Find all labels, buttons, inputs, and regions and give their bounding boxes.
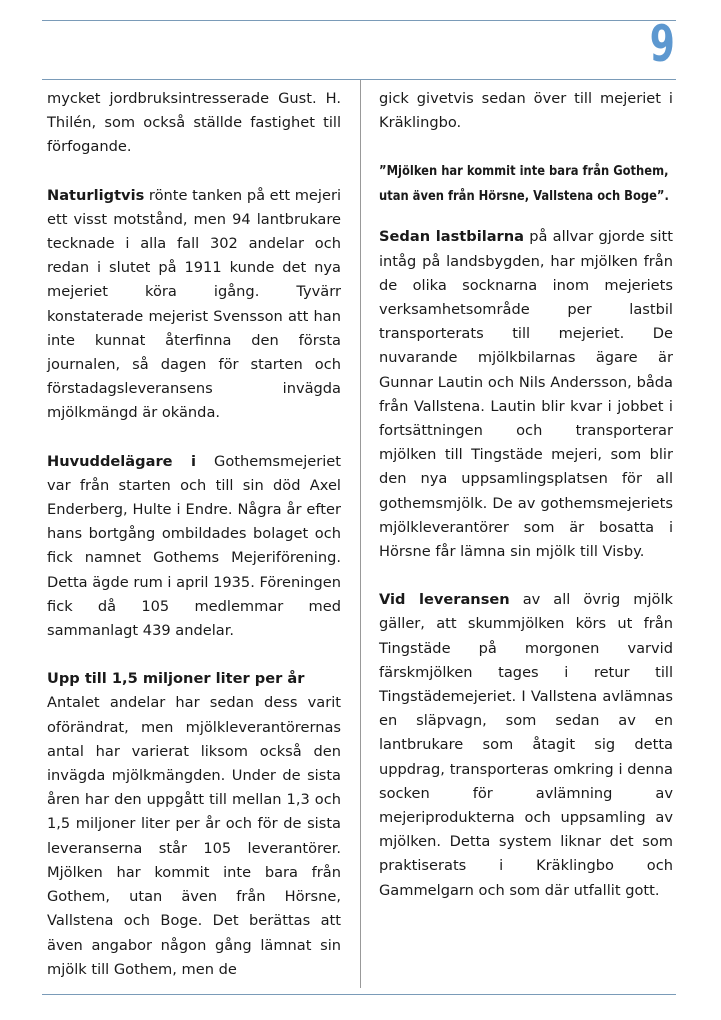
paragraph-text: av all övrig mjölk gäller, att skummjölken körs ut från Tingstäde på morgonen varvid färskmjölken tages i retur till Tingstädemejeriet. I Vallstena avlämnas en släpvagn, som sedan av en lantbrukare som åtagit sig detta uppdrag, transporteras omkring i denna socken för avlämning av mejeriprodukterna och uppsamling av mjölken. Detta system liknar det som praktiserats i Kräklingbo och Gammelgarn och som där utfallit gott. xyxy=(379,591,673,899)
paragraph-huvuddelagare xyxy=(47,450,341,644)
left-column xyxy=(47,87,341,1006)
paragraph-volume xyxy=(47,667,341,982)
pull-quote: ”Mjölken har kommit inte bara från Gothem, utan även från Hörsne, Vallstena och Boge”. xyxy=(379,164,669,205)
paragraph-text: på allvar gjorde sitt intåg på landsbygden, har mjölken från de olika socknarna inom mejeriets verksamhetsområde per lastbil transporterats till mejeriet. De nuvarande mjölkbilarnas ägare är Gunnar Lautin och Nils Andersson, båda från Vallstena. Lautin blir kvar i jobbet i fortsättningen och transporterar mjölken till Tingstäde mejeri, som blir den nya uppsamlingsplatsen för all gothemsmjölk. De av gothemsmejeriets mjölkleverantörer som är bosatta i Hörsne får lämna sin mjölk till Visby. xyxy=(379,228,674,561)
paragraph-lead: Sedan lastbilarna xyxy=(379,228,524,246)
paragraph-text: Antalet andelar har sedan dess varit oförändrat, men mjölkleverantörernas antal har varierat liksom också den invägda mjölkmängden. Under de sista åren har den uppgått till mellan 1,3 och 1,5 miljoner liter per år och för de sista leveranserna står 105 leverantörer. Mjölken har kommit inte bara från Gothem, utan även från Hörsne, Vallstena och Boge. Det berättas att även angabor någon gång lämnat sin mjölk till Gothem, men de xyxy=(47,694,341,978)
column-divider xyxy=(360,80,361,988)
page-number: 9 xyxy=(649,15,675,73)
section-heading: Upp till 1,5 miljoner liter per år xyxy=(47,670,305,688)
footer-rule xyxy=(42,994,676,995)
header-rule xyxy=(42,79,676,80)
top-rule xyxy=(42,20,676,21)
paragraph-text: gick givetvis sedan över till mejeriet i Kräklingbo. xyxy=(379,90,673,132)
paragraph-continuation xyxy=(379,87,673,135)
paragraph-text: Gothemsmejeriet var från starten och till sin död Axel Enderberg, Hulte i Endre. Några år efter hans bortgång ombildades bolaget och fick namnet Gothems Mejeriförening. Detta ägde rum i april 1935. Föreningen fick då 105 medlemmar med sammanlagt 439 andelar. xyxy=(47,452,342,640)
paragraph-leveransen xyxy=(379,588,673,903)
right-column xyxy=(379,87,673,927)
paragraph-text: rönte tanken på ett mejeri ett visst motstånd, men 94 lantbrukare tecknade i alla fall 302 andelar och redan i slutet på 1911 kunde det nya mejeriet köra igång. Tyvärr konstaterade mejerist Svensson att han inte kunnat återfinna den första journalen, så dagen för starten och förstadagsleveransens invägda mjölkmängd är okända. xyxy=(47,186,342,422)
paragraph-naturligtvis xyxy=(47,184,341,426)
paragraph-lead: Naturligtvis xyxy=(47,186,145,204)
paragraph-text: mycket jordbruksintresserade Gust. H. Thilén, som också ställde fastighet till förfogande. xyxy=(47,90,341,156)
paragraph-lead: Vid leveransen xyxy=(379,591,510,609)
paragraph-intro xyxy=(47,87,341,160)
paragraph-lastbilarna xyxy=(379,225,673,564)
paragraph-lead: Huvuddelägare i xyxy=(47,452,196,470)
